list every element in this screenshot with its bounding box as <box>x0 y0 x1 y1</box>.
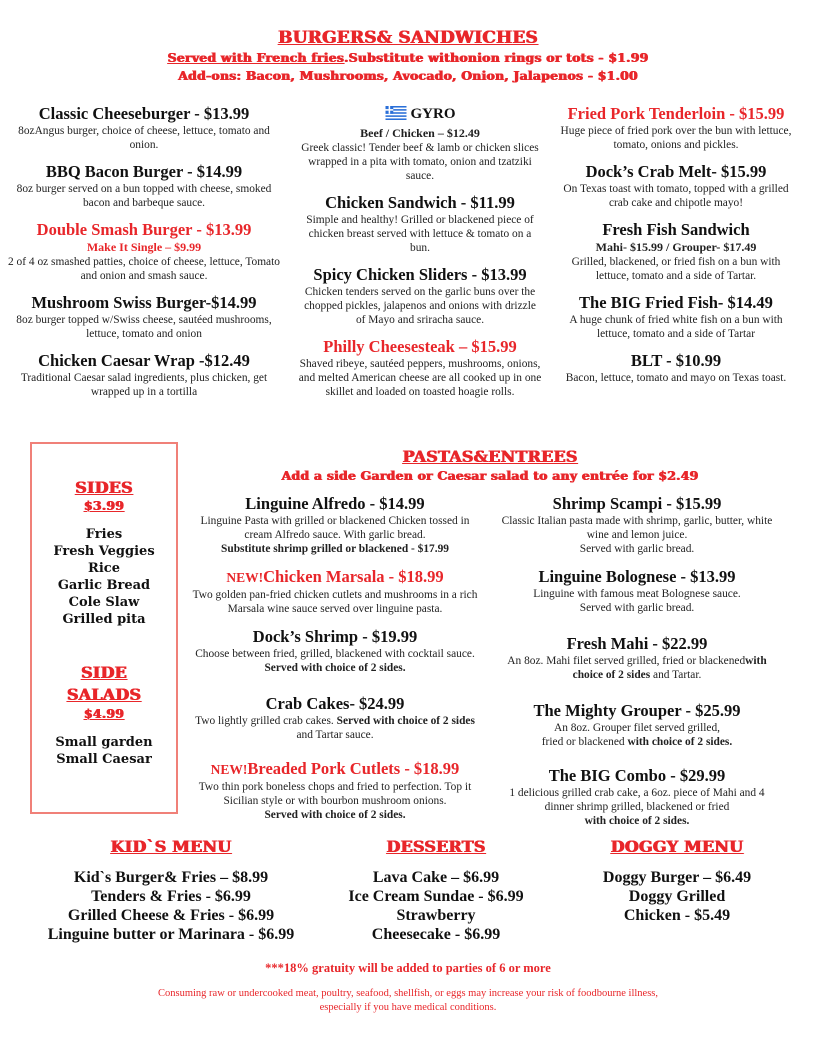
item-name: Breaded Pork Cutlets - $18.99 <box>247 759 460 778</box>
item-name-row <box>188 759 482 780</box>
item-desc: 1 delicious grilled crab cake, a 6oz. piece of Mahi and 4 dinner shrimp grilled, blackened or fried <box>509 787 765 813</box>
kids-list <box>30 868 312 944</box>
food-warning-2: especially if you have medical conditions. <box>319 1002 497 1013</box>
menu-item <box>298 193 542 255</box>
doggy-title: DOGGY MENU <box>610 837 744 856</box>
item-name: Double Smash Burger - $13.99 <box>36 220 252 239</box>
pastas-title: PASTAS&ENTREES <box>402 447 578 466</box>
menu-item <box>4 104 284 152</box>
list-item: Grilled Cheese & Fries - $6.99 <box>67 907 275 924</box>
item-desc: Huge piece of fried pork over the bun with lettuce, tomato, onions and pickles. <box>560 125 792 151</box>
list-item: Kid`s Burger& Fries – $8.99 <box>73 869 269 886</box>
sides-box <box>30 442 178 814</box>
menu-item <box>298 265 542 327</box>
menu-item <box>554 293 798 341</box>
burgers-title: BURGERS& SANDWICHES <box>278 28 538 48</box>
item-name: Linguine Bolognese - $13.99 <box>538 567 736 586</box>
menu-item <box>4 351 284 399</box>
item-desc: Linguine Pasta with grilled or blackened Chicken tossed in cream Alfredo sauce. With garlic bread. <box>200 515 470 541</box>
doggy-menu <box>582 836 772 925</box>
kids-title: KID`S MENU <box>110 837 232 856</box>
item-desc: On Texas toast with tomato, topped with a grilled crab cake and chipotle mayo! <box>563 183 789 209</box>
item-desc: Greek classic! Tender beef & lamb or chicken slices wrapped in a pita with tomato, onion and tzatziki sauce. <box>301 142 539 182</box>
new-badge: NEW! <box>226 570 264 585</box>
list-item: Cole Slaw <box>68 595 140 610</box>
item-name: Shrimp Scampi - $15.99 <box>552 494 722 513</box>
list-item: Strawberry <box>396 907 476 924</box>
item-desc: 2 of 4 oz smashed patties, choice of cheese, lettuce, Tomato and onion and smash sauce. <box>8 256 280 282</box>
list-item: Doggy Grilled <box>628 888 726 905</box>
pastas-header <box>192 446 788 484</box>
menu-item <box>496 634 778 682</box>
item-name: Crab Cakes- $24.99 <box>265 694 405 713</box>
food-warning-1: Consuming raw or undercooked meat, poultry, seafood, shellfish, or eggs may increase your risk of foodbourne illness, <box>158 988 658 999</box>
item-desc-tail: and Tartar sauce. <box>296 729 374 741</box>
list-item: Fries <box>85 527 123 542</box>
list-item: Tenders & Fries - $6.99 <box>91 888 251 905</box>
sides-section <box>32 478 176 628</box>
burgers-col-2 <box>298 104 542 409</box>
item-desc: Shaved ribeye, sautéed peppers, mushrooms, onions, and melted American cheese are all cooked up in one skillet and loaded on toasted hoagie rolls. <box>298 358 542 398</box>
item-sub: Make It Single – $9.99 <box>86 240 202 254</box>
menu-item <box>188 759 482 822</box>
menu-item <box>4 220 284 283</box>
item-sub: Beef / Chicken – $12.49 <box>360 126 480 140</box>
menu-item <box>298 104 542 183</box>
item-name: The BIG Combo - $29.99 <box>548 766 726 785</box>
item-name: Spicy Chicken Sliders - $13.99 <box>313 265 527 284</box>
menu-item <box>554 162 798 210</box>
menu-item <box>298 337 542 399</box>
menu-item <box>554 351 798 385</box>
item-name: BLT - $10.99 <box>630 351 722 370</box>
item-desc: Linguine with famous meat Bolognese sauce. <box>533 588 741 600</box>
menu-item <box>188 694 482 742</box>
menu-item <box>4 162 284 210</box>
side-salads-price: $4.99 <box>83 706 125 721</box>
item-desc-bold: Served with choice of 2 sides <box>336 715 475 727</box>
list-item: Doggy Burger – $6.49 <box>602 869 752 886</box>
gratuity-note: ***18% gratuity will be added to parties of 6 or more <box>265 961 551 975</box>
menu-item <box>188 567 482 616</box>
list-item: Small garden <box>55 735 153 750</box>
item-desc: Two golden pan-fried chicken cutlets and mushrooms in a rich Marsala wine sauce served over linguine pasta. <box>192 589 478 615</box>
burgers-col-1 <box>4 104 284 409</box>
list-item: Linguine butter or Marinara - $6.99 <box>47 926 295 943</box>
item-desc-row <box>496 735 778 749</box>
list-item: Small Caesar <box>56 752 152 767</box>
item-desc: Two thin pork boneless chops and fried to perfection. Top it Sicilian style or with bourbon mushroom onions. <box>198 781 472 807</box>
item-name: Chicken Marsala - $18.99 <box>263 567 444 586</box>
item-desc: Chicken tenders served on the garlic buns over the chopped pickles, jalapenos and onions with drizzle of Mayo and sriracha sauce. <box>304 286 536 326</box>
item-desc-bold: Substitute shrimp grilled or blackened - $17.99 <box>221 543 449 555</box>
item-desc: Traditional Caesar salad ingredients, plus chicken, get wrapped up in a tortilla <box>20 372 268 398</box>
menu-item <box>188 494 482 556</box>
pastas-subtitle: Add a side Garden or Caesar salad to any entrée for $2.49 <box>281 468 699 483</box>
item-desc-bold: Served with choice of 2 sides. <box>264 809 406 821</box>
item-name: The Mighty Grouper - $25.99 <box>533 701 741 720</box>
item-name: Dock’s Shrimp - $19.99 <box>252 627 418 646</box>
sides-list <box>32 526 176 628</box>
list-item: Fresh Veggies <box>53 544 155 559</box>
list-item: Lava Cake – $6.99 <box>372 869 500 886</box>
item-desc-row <box>188 647 482 675</box>
new-badge: NEW! <box>210 762 248 777</box>
item-name: Fresh Mahi - $22.99 <box>566 634 708 653</box>
kids-menu <box>30 836 312 944</box>
item-desc: 8ozAngus burger, choice of cheese, lettuce, tomato and onion. <box>18 125 270 151</box>
sides-price: $3.99 <box>83 498 125 513</box>
item-desc-tail: and Tartar. <box>653 669 702 681</box>
item-desc: 8oz burger topped w/Swiss cheese, sautéed mushrooms, lettuce, tomato and onion <box>16 314 272 340</box>
item-name: Classic Cheeseburger - $13.99 <box>38 104 250 123</box>
list-item: Rice <box>88 561 120 576</box>
item-name: BBQ Bacon Burger - $14.99 <box>45 162 243 181</box>
item-sub: Mahi- $15.99 / Grouper- $17.49 <box>595 240 757 254</box>
item-desc-2: Served with garlic bread. <box>579 602 695 614</box>
item-name-row <box>298 104 542 126</box>
side-salads-title-1: SIDE <box>81 663 127 682</box>
menu-item <box>554 104 798 152</box>
item-desc: Simple and healthy! Grilled or blackened piece of chicken breast served with lettuce & tomato on a bun. <box>306 214 534 254</box>
menu-item <box>496 701 778 749</box>
burgers-col-3 <box>554 104 798 395</box>
served-with-fries: Served with French fries <box>167 50 344 65</box>
item-desc: Two lightly grilled crab cakes. <box>195 715 334 727</box>
pastas-col-2 <box>496 494 778 838</box>
footer <box>0 960 816 1015</box>
list-item: Cheesecake - $6.99 <box>371 926 501 943</box>
item-name: Chicken Sandwich - $11.99 <box>325 193 515 212</box>
sides-title: SIDES <box>75 478 133 497</box>
list-item: Ice Cream Sundae - $6.99 <box>348 888 524 905</box>
desserts-title: DESSERTS <box>386 837 486 856</box>
addons-text: Add-ons: Bacon, Mushrooms, Avocado, Onion, Jalapenos - $1.00 <box>178 68 638 83</box>
item-desc-2: fried or blackened <box>541 736 625 748</box>
doggy-list <box>582 868 772 925</box>
item-desc: Bacon, lettuce, tomato and mayo on Texas toast. <box>565 372 787 384</box>
item-name: Chicken Caesar Wrap -$12.49 <box>38 351 250 370</box>
item-desc-row <box>496 654 778 682</box>
item-name: Mushroom Swiss Burger-$14.99 <box>31 293 257 312</box>
greek-flag-icon <box>385 106 407 126</box>
item-desc-row <box>188 714 482 742</box>
list-item: Chicken - $5.49 <box>623 907 731 924</box>
burgers-subtitle-1 <box>0 49 816 67</box>
item-desc: Classic Italian pasta made with shrimp, garlic, butter, white wine and lemon juice. <box>501 515 773 541</box>
item-desc: Choose between fried, grilled, blackened with cocktail sauce. <box>195 648 475 660</box>
item-name: Philly Cheesesteak – $15.99 <box>323 337 517 356</box>
item-desc-bold: with choice of 2 sides. <box>627 736 733 748</box>
menu-item <box>496 494 778 556</box>
item-desc: An 8oz. Mahi filet served grilled, fried or blackened <box>507 655 746 667</box>
item-desc-bold: with choice of 2 sides <box>572 655 767 681</box>
burgers-header <box>0 27 816 85</box>
item-desc: 8oz burger served on a bun topped with cheese, smoked bacon and barbeque sauce. <box>16 183 272 209</box>
item-name: Dock’s Crab Melt- $15.99 <box>585 162 767 181</box>
item-desc-bold: with choice of 2 sides. <box>584 815 690 827</box>
menu-item <box>496 766 778 828</box>
list-item: Garlic Bread <box>57 578 151 593</box>
item-name: Fresh Fish Sandwich <box>602 220 750 239</box>
item-name: Linguine Alfredo - $14.99 <box>245 494 425 513</box>
menu-item <box>554 220 798 283</box>
substitute-text: .Substitute withonion rings or tots - $1.99 <box>344 50 649 65</box>
side-salads-list <box>32 734 176 768</box>
list-item: Grilled pita <box>62 612 146 627</box>
item-desc-bold: Served with choice of 2 sides. <box>264 662 406 674</box>
menu-item <box>4 293 284 341</box>
side-salads-title-2: SALADS <box>66 685 142 704</box>
menu-item <box>188 627 482 675</box>
item-name: The BIG Fried Fish- $14.49 <box>579 293 773 312</box>
desserts-menu <box>326 836 546 944</box>
item-desc: A huge chunk of fried white fish on a bun with lettuce, tomato and a side of Tartar <box>569 314 783 340</box>
item-name: GYRO <box>410 106 456 122</box>
desserts-list <box>326 868 546 944</box>
item-name: Fried Pork Tenderloin - $15.99 <box>567 104 785 123</box>
pastas-col-1 <box>188 494 482 832</box>
item-desc: Grilled, blackened, or fried fish on a bun with lettuce, tomato and a side of Tartar. <box>571 256 781 282</box>
item-name-row <box>188 567 482 588</box>
item-desc: An 8oz. Grouper filet served grilled, <box>553 722 721 734</box>
item-desc-2: Served with garlic bread. <box>579 543 695 555</box>
menu-item <box>496 567 778 615</box>
side-salads-section <box>32 662 176 768</box>
